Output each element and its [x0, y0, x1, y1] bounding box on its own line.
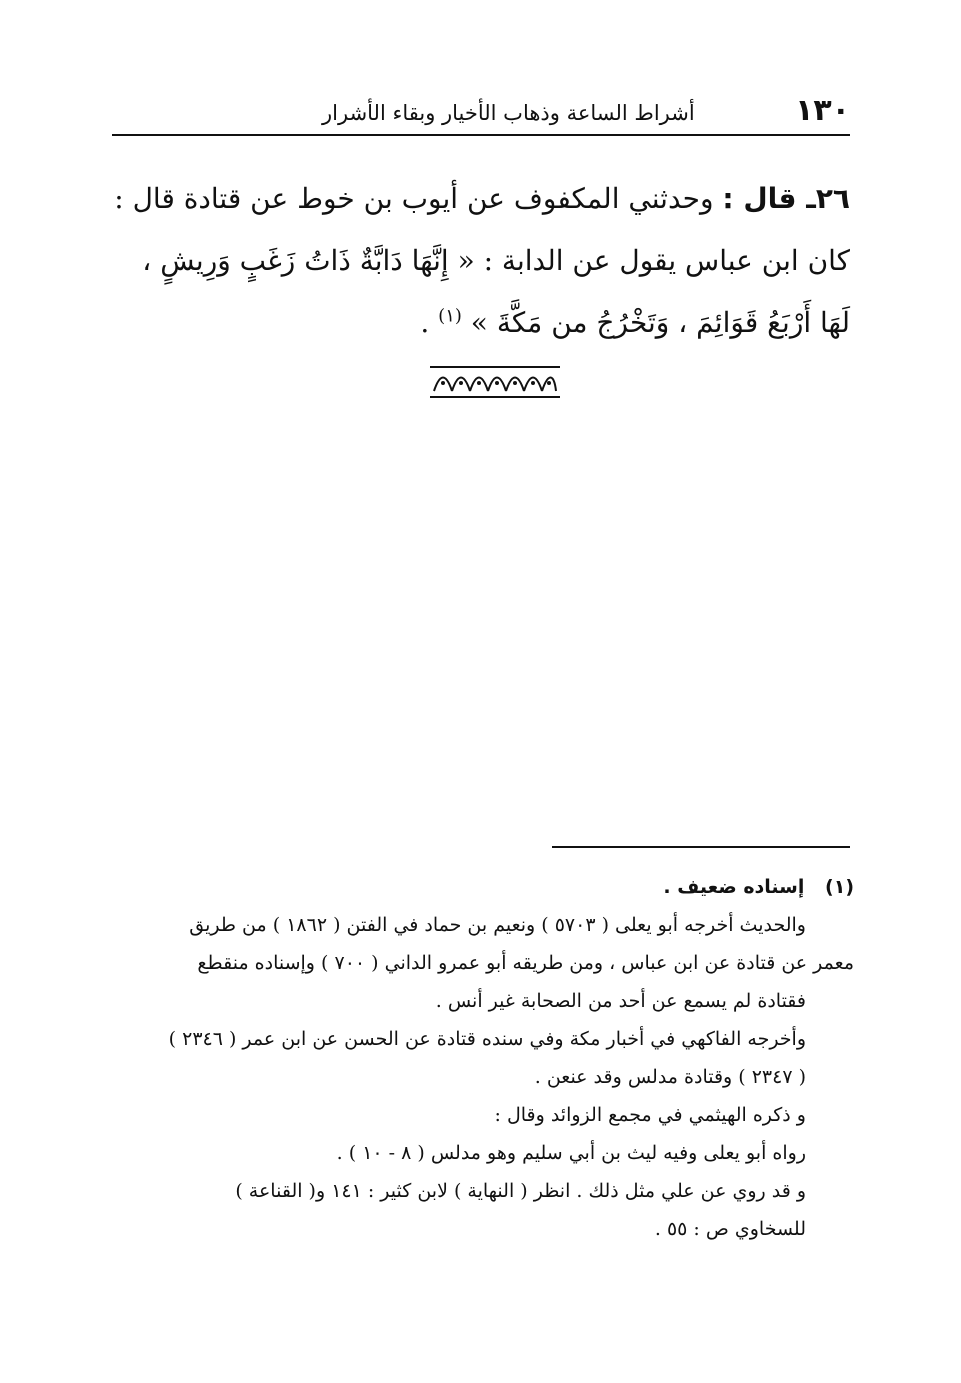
hadith-line-3-end: .: [420, 306, 430, 339]
hadith-text: [112, 168, 850, 354]
footnote-line: والحديث أخرجه أبو يعلى ( ٥٧٠٣ ) ونعيم بن حماد في الفتن ( ١٨٦٢ ) من طريق: [189, 914, 806, 936]
hadith-line-1-text: وحدثني المكفوف عن أيوب بن خوط عن قتادة قال :: [114, 182, 714, 215]
footnote-line: للسخاوي ص : ٥٥ .: [654, 1218, 806, 1240]
footnote-line: وأخرجه الفاكهي في أخبار مكة وفي سنده قتادة عن الحسن عن ابن عمر ( ٢٣٤٦ ): [168, 1028, 806, 1050]
footnote-line: و ذكره الهيثمي في مجمع الزوائد وقال :: [494, 1104, 806, 1126]
footnote-line: رواه أبو يعلى وفيه ليث بن أبي سليم وهو مدلس ( ٨ - ١٠ ) .: [336, 1142, 806, 1164]
section-ornament: [430, 366, 560, 398]
footnote-reference[interactable]: (١): [438, 305, 462, 327]
footnote-line: فقتادة لم يسمع عن أحد من الصحابة غير أنس .: [435, 990, 806, 1012]
hadith-number-label: ٢٦ـ قال :: [722, 182, 850, 215]
hadith-line-3-text: لَهَا أَرْبَعُ قَوَائِمَ ، وَتَخْرُجُ من مَكَّةَ »: [470, 306, 850, 339]
footnote-marker: (١): [825, 876, 854, 898]
footnote-line: معمر عن قتادة عن ابن عباس ، ومن طريقه أبو عمرو الداني ( ٧٠٠ ) وإسناده منقطع: [197, 952, 854, 974]
page-number: ١٣٠: [795, 93, 850, 128]
footnote-1-heading: [104, 868, 854, 906]
hadith-line-1: [112, 168, 850, 230]
ornament-pattern-icon: [432, 371, 558, 393]
footnote-separator: [552, 846, 850, 848]
footnotes: [104, 868, 854, 1248]
page-header: [112, 92, 850, 128]
running-title: أشراط الساعة وذهاب الأخيار وبقاء الأشرار: [322, 101, 695, 125]
hadith-line-3: [112, 292, 850, 354]
footnote-line: ( ٢٣٤٧ ) وقتادة مدلس وقد عنعن .: [534, 1066, 806, 1088]
footnote-line: و قد روي عن علي مثل ذلك . انظر ( النهاية ) لابن كثير : ١٤١ و( القناعة ): [235, 1180, 806, 1202]
hadith-line-2: كان ابن عباس يقول عن الدابة : « إِنَّهَا دَابَّةٌ ذَاتُ زَغَبٍ وَرِيشٍ ،: [142, 244, 850, 277]
footnote-verdict: إسناده ضعيف .: [663, 876, 805, 898]
header-rule: [112, 134, 850, 136]
